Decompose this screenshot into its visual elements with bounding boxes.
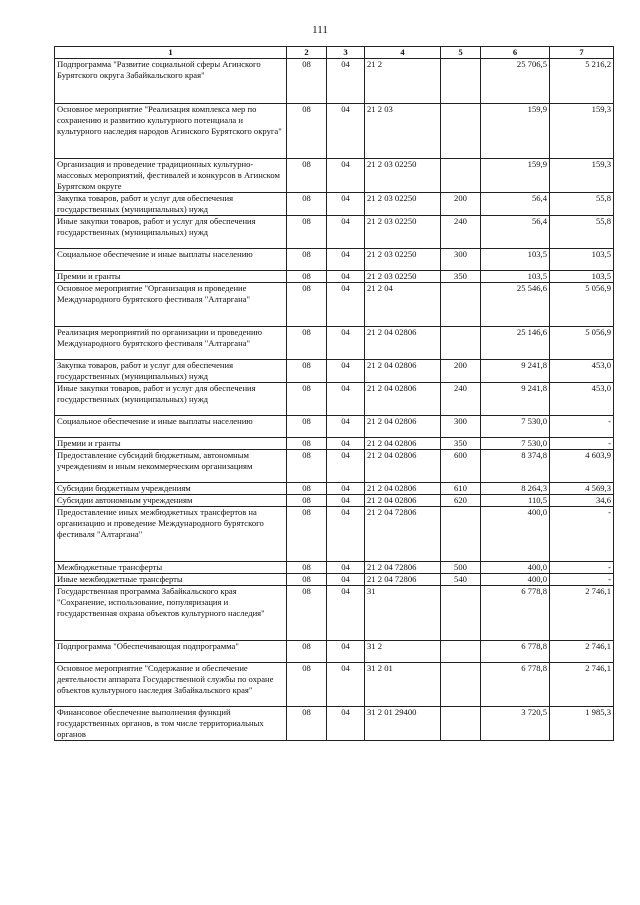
cell-section: 08 (287, 507, 327, 562)
cell-section: 08 (287, 271, 327, 283)
header-col-5: 5 (441, 47, 481, 59)
table-row (55, 562, 614, 574)
cell-subsection: 04 (327, 283, 365, 327)
cell-expense-type: 540 (441, 574, 481, 586)
cell-target-article: 21 2 04 02806 (365, 383, 441, 416)
cell-amount-planned: 8 264,3 (481, 483, 550, 495)
cell-expense-type: 610 (441, 483, 481, 495)
cell-amount-planned: 7 530,0 (481, 438, 550, 450)
cell-section: 08 (287, 383, 327, 416)
table-row (55, 159, 614, 193)
cell-target-article: 21 2 04 72806 (365, 574, 441, 586)
cell-amount-executed: 5 056,9 (550, 327, 614, 360)
cell-expense-type: 300 (441, 416, 481, 438)
cell-target-article: 21 2 04 02806 (365, 360, 441, 383)
cell-amount-planned: 103,5 (481, 249, 550, 271)
table-body (55, 59, 614, 741)
cell-subsection: 04 (327, 438, 365, 450)
cell-target-article: 31 2 01 (365, 663, 441, 707)
cell-name: Государственная программа Забайкальского края "Сохранение, использование, популяризация и государственная охрана объектов культурного наследия" (55, 586, 287, 641)
cell-amount-planned: 8 374,8 (481, 450, 550, 483)
cell-subsection: 04 (327, 271, 365, 283)
cell-section: 08 (287, 641, 327, 663)
cell-amount-planned: 25 546,6 (481, 283, 550, 327)
header-col-6: 6 (481, 47, 550, 59)
table-row (55, 707, 614, 741)
cell-name: Реализация мероприятий по организации и проведению Международного бурятского фестиваля "Алтаргана" (55, 327, 287, 360)
cell-amount-planned: 6 778,8 (481, 586, 550, 641)
table-row (55, 271, 614, 283)
cell-name: Иные закупки товаров, работ и услуг для обеспечения государственных (муниципальных) нужд (55, 216, 287, 249)
cell-subsection: 04 (327, 450, 365, 483)
table-row (55, 483, 614, 495)
cell-name: Субсидии бюджетным учреждениям (55, 483, 287, 495)
table-row (55, 360, 614, 383)
cell-section: 08 (287, 438, 327, 450)
table-row (55, 641, 614, 663)
table-row (55, 574, 614, 586)
cell-target-article: 21 2 03 02250 (365, 249, 441, 271)
cell-amount-executed: 34,6 (550, 495, 614, 507)
cell-expense-type: 620 (441, 495, 481, 507)
cell-amount-executed: 103,5 (550, 249, 614, 271)
cell-section: 08 (287, 483, 327, 495)
table-row (55, 663, 614, 707)
cell-name: Иные закупки товаров, работ и услуг для обеспечения государственных (муниципальных) нужд (55, 383, 287, 416)
cell-section: 08 (287, 663, 327, 707)
cell-name: Премии и гранты (55, 271, 287, 283)
cell-amount-planned: 110,5 (481, 495, 550, 507)
cell-target-article: 21 2 03 02250 (365, 271, 441, 283)
cell-section: 08 (287, 450, 327, 483)
table-row (55, 586, 614, 641)
cell-target-article: 21 2 04 02806 (365, 327, 441, 360)
cell-expense-type: 300 (441, 249, 481, 271)
cell-target-article: 21 2 04 72806 (365, 507, 441, 562)
cell-section: 08 (287, 327, 327, 360)
cell-amount-planned: 400,0 (481, 574, 550, 586)
cell-subsection: 04 (327, 104, 365, 159)
cell-name: Социальное обеспечение и иные выплаты населению (55, 416, 287, 438)
cell-amount-executed: 5 056,9 (550, 283, 614, 327)
cell-amount-executed: - (550, 416, 614, 438)
table-row (55, 507, 614, 562)
cell-target-article: 31 2 (365, 641, 441, 663)
cell-name: Предоставление иных межбюджетных трансфертов на организацию и проведение Международного бурятского фестиваля "Алтаргана" (55, 507, 287, 562)
cell-section: 08 (287, 707, 327, 741)
cell-amount-executed: 4 603,9 (550, 450, 614, 483)
cell-name: Основное мероприятие "Содержание и обеспечение деятельности аппарата Государственной службы по охране объектов культурного наследия Забайкальского края" (55, 663, 287, 707)
cell-section: 08 (287, 159, 327, 193)
cell-expense-type (441, 663, 481, 707)
table-row (55, 327, 614, 360)
cell-subsection: 04 (327, 483, 365, 495)
header-col-4: 4 (365, 47, 441, 59)
cell-amount-planned: 6 778,8 (481, 663, 550, 707)
cell-target-article: 21 2 04 02806 (365, 438, 441, 450)
cell-expense-type (441, 707, 481, 741)
cell-target-article: 21 2 04 02806 (365, 450, 441, 483)
cell-amount-planned: 103,5 (481, 271, 550, 283)
cell-name: Закупка товаров, работ и услуг для обеспечения государственных (муниципальных) нужд (55, 193, 287, 216)
cell-expense-type (441, 507, 481, 562)
cell-subsection: 04 (327, 416, 365, 438)
cell-name: Подпрограмма "Развитие социальной сферы Агинского Бурятского округа Забайкальского края" (55, 59, 287, 104)
cell-subsection: 04 (327, 159, 365, 193)
cell-expense-type: 500 (441, 562, 481, 574)
cell-subsection: 04 (327, 360, 365, 383)
cell-expense-type (441, 59, 481, 104)
cell-subsection: 04 (327, 383, 365, 416)
header-col-3: 3 (327, 47, 365, 59)
cell-section: 08 (287, 360, 327, 383)
cell-target-article: 21 2 03 02250 (365, 193, 441, 216)
cell-amount-planned: 9 241,8 (481, 383, 550, 416)
cell-amount-planned: 9 241,8 (481, 360, 550, 383)
cell-subsection: 04 (327, 586, 365, 641)
cell-amount-planned: 400,0 (481, 507, 550, 562)
cell-amount-planned: 159,9 (481, 104, 550, 159)
cell-amount-executed: 159,3 (550, 159, 614, 193)
cell-amount-planned: 6 778,8 (481, 641, 550, 663)
cell-section: 08 (287, 574, 327, 586)
cell-amount-executed: 159,3 (550, 104, 614, 159)
cell-name: Иные межбюджетные трансферты (55, 574, 287, 586)
cell-name: Субсидии автономным учреждениям (55, 495, 287, 507)
cell-subsection: 04 (327, 574, 365, 586)
cell-subsection: 04 (327, 249, 365, 271)
cell-amount-executed: 55,8 (550, 193, 614, 216)
cell-target-article: 21 2 04 72806 (365, 562, 441, 574)
header-col-2: 2 (287, 47, 327, 59)
cell-expense-type (441, 104, 481, 159)
cell-amount-executed: 55,8 (550, 216, 614, 249)
cell-subsection: 04 (327, 193, 365, 216)
cell-name: Основное мероприятие "Организация и проведение Международного бурятского фестиваля "Алтаргана" (55, 283, 287, 327)
cell-amount-planned: 25 146,6 (481, 327, 550, 360)
cell-name: Предоставление субсидий бюджетным, автономным учреждениям и иным некоммерческим организациям (55, 450, 287, 483)
table-row (55, 104, 614, 159)
cell-subsection: 04 (327, 507, 365, 562)
cell-name: Межбюджетные трансферты (55, 562, 287, 574)
cell-section: 08 (287, 193, 327, 216)
cell-amount-planned: 25 706,5 (481, 59, 550, 104)
cell-expense-type (441, 586, 481, 641)
cell-section: 08 (287, 283, 327, 327)
table-row (55, 283, 614, 327)
cell-subsection: 04 (327, 641, 365, 663)
cell-amount-executed: - (550, 574, 614, 586)
cell-target-article: 21 2 04 02806 (365, 495, 441, 507)
cell-expense-type: 200 (441, 193, 481, 216)
header-col-7: 7 (550, 47, 614, 59)
cell-amount-executed: - (550, 562, 614, 574)
table-row (55, 383, 614, 416)
cell-target-article: 21 2 03 02250 (365, 216, 441, 249)
cell-amount-planned: 400,0 (481, 562, 550, 574)
cell-section: 08 (287, 59, 327, 104)
cell-subsection: 04 (327, 495, 365, 507)
table-row (55, 495, 614, 507)
cell-section: 08 (287, 586, 327, 641)
table-row (55, 450, 614, 483)
cell-amount-planned: 56,4 (481, 193, 550, 216)
cell-amount-executed: - (550, 438, 614, 450)
cell-amount-executed: 2 746,1 (550, 641, 614, 663)
cell-subsection: 04 (327, 562, 365, 574)
table-row (55, 216, 614, 249)
cell-subsection: 04 (327, 663, 365, 707)
table-row (55, 438, 614, 450)
cell-amount-executed: 453,0 (550, 383, 614, 416)
header-col-1: 1 (55, 47, 287, 59)
cell-section: 08 (287, 495, 327, 507)
cell-section: 08 (287, 562, 327, 574)
cell-amount-executed: 453,0 (550, 360, 614, 383)
budget-table (54, 46, 614, 741)
cell-name: Премии и гранты (55, 438, 287, 450)
cell-name: Закупка товаров, работ и услуг для обеспечения государственных (муниципальных) нужд (55, 360, 287, 383)
cell-amount-planned: 3 720,5 (481, 707, 550, 741)
cell-name: Организация и проведение традиционных культурно-массовых мероприятий, фестивалей и конкурсов в Агинском Бурятском округе (55, 159, 287, 193)
cell-expense-type (441, 159, 481, 193)
table-header-row (55, 47, 614, 59)
cell-amount-planned: 159,9 (481, 159, 550, 193)
cell-amount-executed: 2 746,1 (550, 586, 614, 641)
cell-name: Подпрограмма "Обеспечивающая подпрограмма" (55, 641, 287, 663)
table-row (55, 249, 614, 271)
cell-name: Социальное обеспечение и иные выплаты населению (55, 249, 287, 271)
cell-section: 08 (287, 104, 327, 159)
cell-expense-type: 350 (441, 271, 481, 283)
cell-amount-executed: 4 569,3 (550, 483, 614, 495)
cell-expense-type: 200 (441, 360, 481, 383)
cell-subsection: 04 (327, 707, 365, 741)
cell-target-article: 21 2 03 (365, 104, 441, 159)
cell-subsection: 04 (327, 59, 365, 104)
cell-expense-type (441, 641, 481, 663)
cell-amount-executed: 5 216,2 (550, 59, 614, 104)
cell-target-article: 31 (365, 586, 441, 641)
cell-section: 08 (287, 416, 327, 438)
cell-target-article: 21 2 03 02250 (365, 159, 441, 193)
cell-amount-planned: 56,4 (481, 216, 550, 249)
cell-subsection: 04 (327, 327, 365, 360)
cell-expense-type: 240 (441, 216, 481, 249)
table-row (55, 416, 614, 438)
cell-expense-type (441, 327, 481, 360)
cell-expense-type (441, 283, 481, 327)
cell-subsection: 04 (327, 216, 365, 249)
cell-expense-type: 350 (441, 438, 481, 450)
cell-target-article: 31 2 01 29400 (365, 707, 441, 741)
table-row (55, 59, 614, 104)
cell-name: Основное мероприятие "Реализация комплекса мер по сохранению и развитию культурного потенциала и культурного наследия народов Агинского Бурятского округа" (55, 104, 287, 159)
cell-target-article: 21 2 04 (365, 283, 441, 327)
cell-name: Финансовое обеспечение выполнения функций государственных органов, в том числе территориальных органов (55, 707, 287, 741)
cell-amount-executed: 1 985,3 (550, 707, 614, 741)
page-number: 111 (312, 24, 328, 36)
cell-amount-executed: 2 746,1 (550, 663, 614, 707)
cell-target-article: 21 2 04 02806 (365, 483, 441, 495)
cell-expense-type: 240 (441, 383, 481, 416)
cell-section: 08 (287, 249, 327, 271)
cell-amount-executed: - (550, 507, 614, 562)
cell-amount-planned: 7 530,0 (481, 416, 550, 438)
cell-target-article: 21 2 04 02806 (365, 416, 441, 438)
cell-target-article: 21 2 (365, 59, 441, 104)
cell-amount-executed: 103,5 (550, 271, 614, 283)
cell-section: 08 (287, 216, 327, 249)
cell-expense-type: 600 (441, 450, 481, 483)
table-row (55, 193, 614, 216)
